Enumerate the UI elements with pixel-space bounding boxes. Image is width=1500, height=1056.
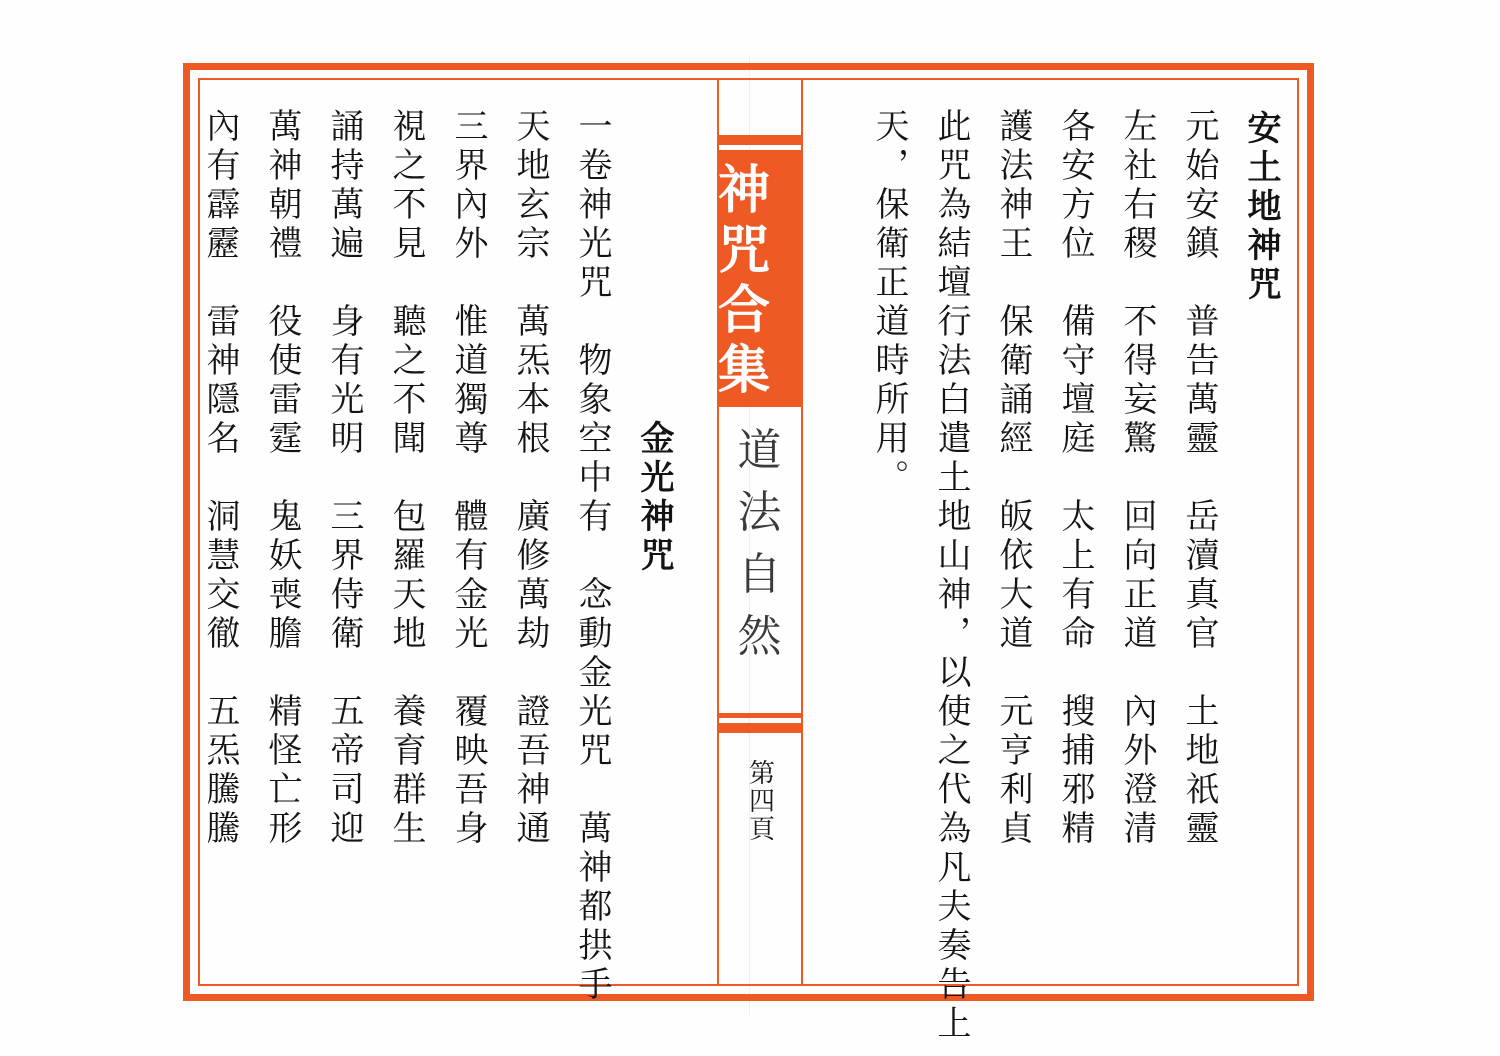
seal-script-motto [718, 425, 801, 705]
right-section-line-6: 天，保衛正道時所用。 [869, 108, 909, 498]
seal-char-2: 法 [737, 487, 782, 538]
section-title-an-tu-di: 安土地神咒 [1241, 110, 1281, 305]
center-title-plate [718, 80, 801, 984]
right-section-line-1: 元始安鎮 普告萬靈 岳瀆真官 土地祇靈 [1179, 108, 1219, 849]
column-divider-right [801, 80, 803, 984]
right-section-line-3: 各安方位 備守壇庭 太上有命 搜捕邪精 [1055, 108, 1095, 849]
right-section-line-5: 此咒為結壇行法白遣土地山神，以使之代為凡夫奏告上 [931, 108, 971, 1044]
left-section-line-2: 天地玄宗 萬炁本根 廣修萬劫 證吾神通 [510, 108, 550, 849]
left-section-line-3: 三界內外 惟道獨尊 體有金光 覆映吾身 [448, 108, 488, 849]
seal-char-1: 道 [737, 425, 782, 476]
seal-char-3: 自 [737, 549, 782, 600]
right-section-line-4: 護法神王 保衛誦經 皈依大道 元亨利貞 [993, 108, 1033, 849]
section-title-jin-guang: 金光神咒 [634, 420, 674, 576]
plate-band-top-thick [718, 135, 801, 145]
right-section-line-2: 左社右稷 不得妄驚 回向正道 內外澄清 [1117, 108, 1157, 849]
page-number: 第四頁 [744, 759, 775, 843]
plate-band-bottom-thin [718, 713, 801, 718]
left-section-line-5: 誦持萬遍 身有光明 三界侍衛 五帝司迎 [324, 108, 364, 849]
left-section-line-1: 一卷神光咒 物象空中有 念動金光咒 萬神都拱手 [572, 108, 612, 1005]
plate-band-bottom-thick [718, 723, 801, 733]
left-section-line-6: 萬神朝禮 役使雷霆 鬼妖喪膽 精怪亡形 [262, 108, 302, 849]
left-section-line-4: 視之不見 聽之不聞 包羅天地 養育群生 [386, 108, 426, 849]
book-title: 神咒合集 [718, 155, 801, 407]
left-section-line-7: 內有霹靂 雷神隱名 洞慧交徹 五炁騰騰 [200, 108, 240, 849]
seal-char-4: 然 [737, 611, 782, 662]
